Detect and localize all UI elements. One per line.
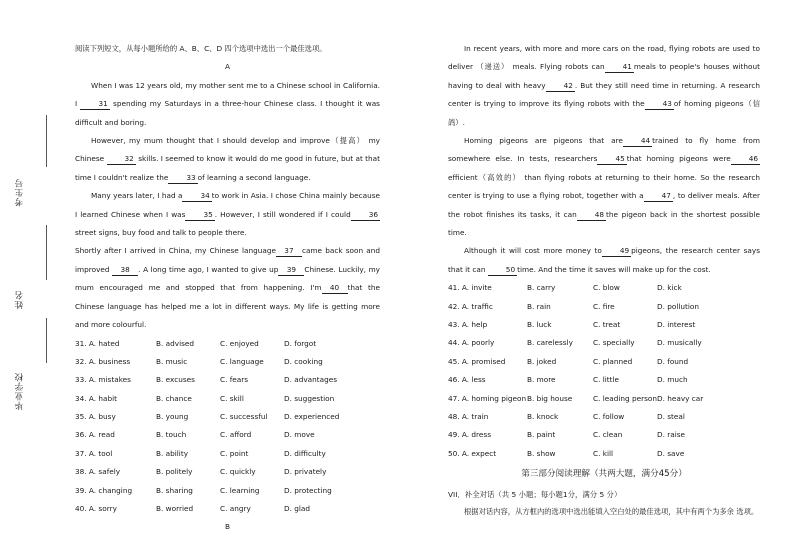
exam-no-label: 考生号 xyxy=(15,178,25,207)
option-choice: D. kick xyxy=(657,283,682,293)
school-line xyxy=(46,318,47,363)
option-choice: D. much xyxy=(657,375,688,385)
option-choice: C. kill xyxy=(593,448,614,458)
option-choice: C. successful xyxy=(220,412,268,422)
option-row xyxy=(75,408,380,426)
blank-36: 36 xyxy=(351,209,380,221)
blank-50: 50 xyxy=(488,264,517,276)
option-choice: D. interest xyxy=(657,320,696,330)
left-column xyxy=(75,40,380,537)
blank-34: 34 xyxy=(182,190,211,202)
option-choice: 46. A. less xyxy=(448,375,486,385)
option-choice: C. fears xyxy=(220,375,249,385)
blank-45: 45 xyxy=(597,153,626,165)
option-choice: C. point xyxy=(220,448,249,458)
option-choice: 44. A. poorly xyxy=(448,338,495,348)
option-choice: B. sharing xyxy=(156,485,193,495)
blank-41: 41 xyxy=(605,61,634,73)
option-choice: B. show xyxy=(527,448,556,458)
option-choice: B. politely xyxy=(156,467,193,477)
option-choice: B. music xyxy=(156,356,188,366)
option-choice: C. afford xyxy=(220,430,252,440)
option-choice: C. quickly xyxy=(220,467,256,477)
option-choice: 32. A. business xyxy=(75,356,131,366)
option-choice: D. found xyxy=(657,356,689,366)
option-choice: D. forgot xyxy=(284,338,317,348)
option-choice: 48. A. train xyxy=(448,412,489,422)
blank-31: 31 xyxy=(80,98,109,110)
option-choice: 34. A. habit xyxy=(75,393,118,403)
blank-43: 43 xyxy=(645,98,674,110)
option-choice: D. heavy car xyxy=(657,393,704,403)
passage-a-label: A xyxy=(225,62,230,72)
option-choice: B. advised xyxy=(156,338,195,348)
option-choice: D. suggestion xyxy=(284,393,335,403)
option-choice: B. joked xyxy=(527,356,557,366)
option-row xyxy=(75,390,380,408)
option-choice: D. pollution xyxy=(657,301,700,311)
option-choice: 50. A. expect xyxy=(448,448,497,458)
option-choice: C. fire xyxy=(593,301,615,311)
option-row xyxy=(448,408,760,426)
option-row xyxy=(75,463,380,481)
instructions: 阅读下列短文，从每小题所给的 A、B、C、D 四个选项中选出一个最佳选项。 xyxy=(75,44,327,53)
option-choice: 38. A. safely xyxy=(75,467,121,477)
option-choice: C. enjoyed xyxy=(220,338,259,348)
option-choice: D. steal xyxy=(657,412,685,422)
option-row xyxy=(75,335,380,353)
option-row xyxy=(448,353,760,371)
paragraph: Although it will cost more money to 49 pigeons, the research center says that it can 50 time. And the time it saves will make up for the cost. xyxy=(448,246,760,274)
name-line xyxy=(46,225,47,280)
option-row xyxy=(448,426,760,444)
paragraph: Many years later, I had a 34 to work in Asia. I chose China mainly because I learned Chinese when I was 35 . However, I still wondered if I could 36street signs, buy food and talk to people there. xyxy=(75,191,380,238)
option-choice: 41. A. invite xyxy=(448,283,492,293)
blank-40: 40 xyxy=(322,282,348,294)
option-choice: 37. A. tool xyxy=(75,448,113,458)
option-choice: C. learning xyxy=(220,485,260,495)
option-choice: B. more xyxy=(527,375,556,385)
option-choice: B. carelessly xyxy=(527,338,573,348)
sub-title: VII．补全对话（共 5 小题；每小题1分，满分 5 分） xyxy=(448,490,622,500)
paragraph: However, my mum thought that I should develop and improve（提高） my Chinese 32 skills. I seemed to know it would do me good in future, but at that time I couldn't realize the 33 of learning a second language. xyxy=(75,136,381,182)
option-choice: 40. A. sorry xyxy=(75,504,117,514)
blank-49: 49 xyxy=(602,245,631,257)
option-choice: D. save xyxy=(657,448,685,458)
options-list-41-50 xyxy=(448,279,760,463)
exam-no-line xyxy=(46,115,47,167)
option-choice: B. ability xyxy=(156,448,189,458)
option-row xyxy=(448,445,760,463)
passage-b-label: B xyxy=(224,522,230,532)
right-column xyxy=(448,40,760,522)
option-row xyxy=(75,426,380,444)
blank-47: 47 xyxy=(644,190,673,202)
option-choice: C. angry xyxy=(220,504,251,514)
option-choice: B. rain xyxy=(527,301,551,311)
option-choice: 39. A. changing xyxy=(75,485,133,495)
blank-46: 46 xyxy=(731,153,760,165)
option-row xyxy=(448,334,760,352)
option-choice: B. worried xyxy=(156,504,194,514)
option-choice: C. specially xyxy=(593,338,635,348)
option-choice: D. musically xyxy=(657,338,702,348)
option-choice: D. protecting xyxy=(284,485,332,495)
option-choice: C. little xyxy=(593,375,620,385)
option-row xyxy=(448,316,760,334)
option-choice: 35. A. busy xyxy=(75,412,116,422)
option-choice: 36. A. read xyxy=(75,430,115,440)
option-choice: B. luck xyxy=(527,320,552,330)
paragraph: In recent years, with more and more cars on the road, flying robots are used to deliver （递送） meals. Flying robots can 41 meals to people's houses without having to deal with heavy 42 . But they still need time in returning. A research center is trying to improve its flying robots with the 43 of homing pigeons（信鸽）. xyxy=(448,44,761,127)
option-row xyxy=(448,279,760,297)
option-row xyxy=(448,390,760,408)
name-label: 姓名 xyxy=(15,290,25,309)
blank-39: 39 xyxy=(278,264,304,276)
option-choice: C. treat xyxy=(593,320,621,330)
option-choice: 43. A. help xyxy=(448,320,488,330)
option-choice: D. cooking xyxy=(284,356,323,366)
blank-37: 37 xyxy=(276,245,302,257)
blank-33: 33 xyxy=(168,172,197,184)
option-choice: D. raise xyxy=(657,430,686,440)
blank-35: 35 xyxy=(185,209,214,221)
paragraph: When I was 12 years old, my mother sent me to a Chinese school in California. I 31 spending my Saturdays in a three-hour Chinese class. I thought it was difficult and boring. xyxy=(75,80,380,127)
blank-48: 48 xyxy=(577,209,606,221)
option-choice: B. chance xyxy=(156,393,192,403)
blank-38: 38 xyxy=(112,264,138,276)
option-row xyxy=(75,445,380,463)
option-choice: C. skill xyxy=(220,393,244,403)
option-choice: C. blow xyxy=(593,283,620,293)
blank-42: 42 xyxy=(546,80,575,92)
section-title: 第三部分阅读理解（共两大题，满分45分） xyxy=(521,469,687,480)
option-row xyxy=(75,353,380,371)
option-choice: C. clean xyxy=(593,430,623,440)
option-choice: C. leading person xyxy=(593,393,657,403)
option-row xyxy=(448,298,760,316)
option-choice: C. follow xyxy=(593,412,625,422)
option-choice: C. language xyxy=(220,356,264,366)
option-choice: 47. A. homing pigeon xyxy=(448,393,527,403)
option-row xyxy=(448,371,760,389)
option-choice: B. touch xyxy=(156,430,187,440)
option-choice: B. carry xyxy=(527,283,556,293)
option-choice: B. young xyxy=(156,412,189,422)
option-choice: D. experienced xyxy=(284,412,340,422)
option-choice: 45. A. promised xyxy=(448,356,506,366)
option-row xyxy=(75,482,380,500)
school-label: 毕业学校 xyxy=(15,372,25,410)
option-row xyxy=(75,500,380,518)
option-choice: D. advantages xyxy=(284,375,338,385)
section-instructions: 根据对话内容，从方框内的选项中选出能填入空白处的最佳选项，其中有两个为多余 选项。 xyxy=(464,507,759,517)
option-choice: D. difficulty xyxy=(284,448,326,458)
option-choice: D. move xyxy=(284,430,315,440)
paragraph: Shortly after I arrived in China, my Chinese language 37 came back soon and improved 38 . A long time ago, I wanted to give up 39 Chinese. Luckily, my mum encouraged me and stopped that from happening. I'm 40 that the Chinese language has helped me a lot in different ways. My life is getting more and more colourful. xyxy=(75,246,380,330)
blank-32: 32 xyxy=(107,153,136,165)
options-list-31-40 xyxy=(75,335,380,519)
option-choice: 33. A. mistakes xyxy=(75,375,131,385)
option-choice: C. planned xyxy=(593,356,633,366)
option-choice: D. glad xyxy=(284,504,311,514)
option-row xyxy=(75,371,380,389)
option-choice: B. excuses xyxy=(156,375,195,385)
option-choice: 49. A. dress xyxy=(448,430,491,440)
option-choice: 42. A. traffic xyxy=(448,301,493,311)
option-choice: B. knock xyxy=(527,412,559,422)
paragraph: Homing pigeons are pigeons that are 44 trained to fly home from somewhere else. In tests, researchers 45 that homing pigeons were 46efficient（高效的） than flying robots at returning to their home. So the research center is trying to use a flying robot, together with a 47 , to deliver meals. After the robot finishes its tasks, it can 48 the pigeon back in the shortest possible time. xyxy=(448,136,760,238)
option-choice: 31. A. hated xyxy=(75,338,120,348)
binding-margin xyxy=(0,0,60,560)
blank-44: 44 xyxy=(623,135,652,147)
option-choice: B. paint xyxy=(527,430,556,440)
option-choice: B. big house xyxy=(527,393,573,403)
option-choice: D. privately xyxy=(284,467,327,477)
